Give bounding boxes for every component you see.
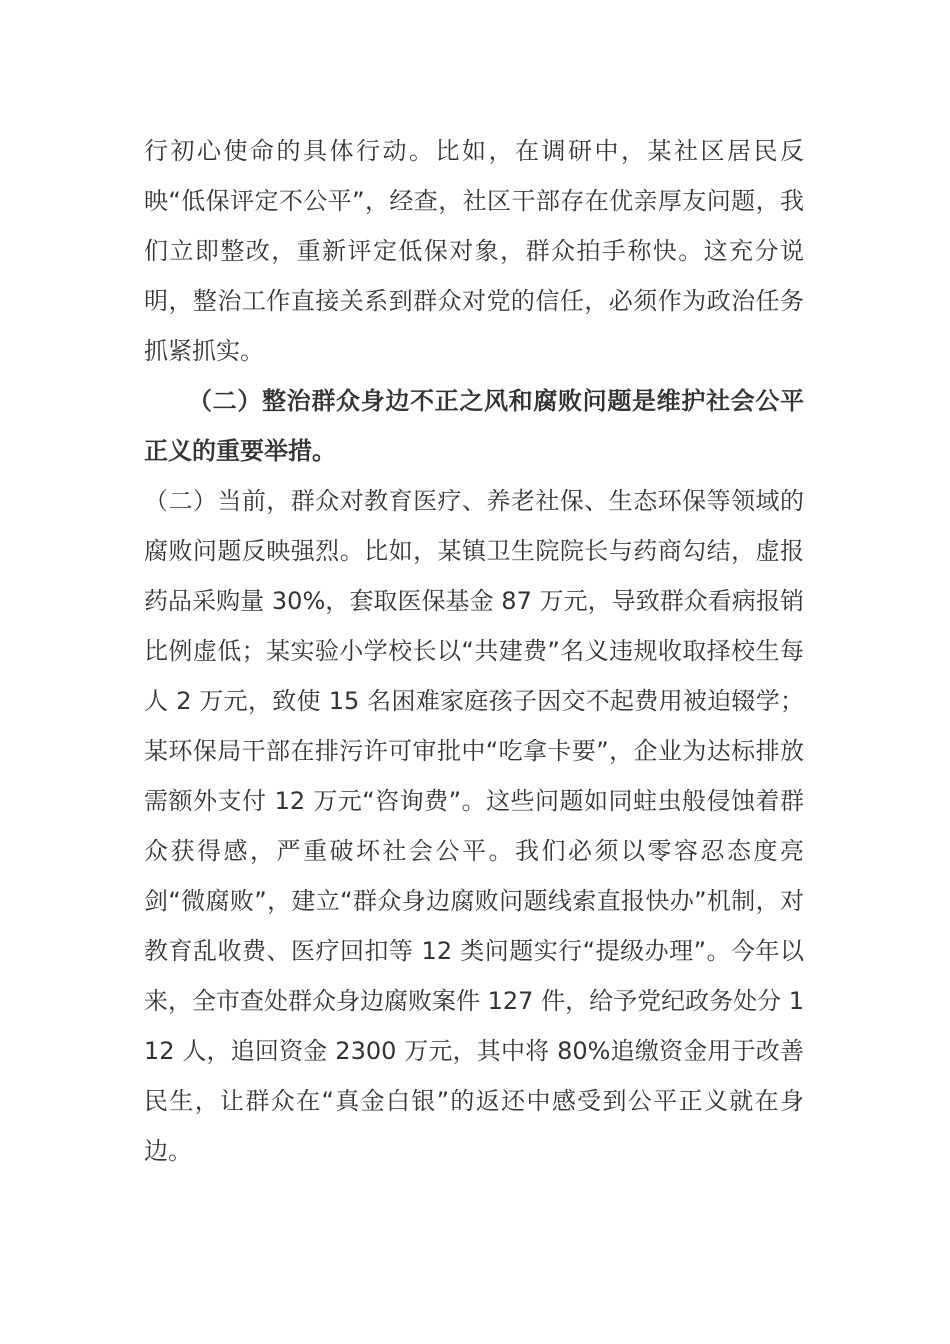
body-paragraph-1: 行初心使命的具体行动。比如，在调研中，某社区居民反映“低保评定不公平”，经查，社区干部存在优亲厚友问题，我们立即整改，重新评定低保对象，群众拍手称快。这充分说明，整治工作直接关系到群众对党的信任，必须作为政治任务抓紧抓实。 — [144, 137, 804, 365]
section-heading: （二）整治群众身边不正之风和腐败问题是维护社会公平正义的重要举措。 — [144, 387, 804, 465]
body-paragraph-2: （二）当前，群众对教育医疗、养老社保、生态环保等领域的腐败问题反映强烈。比如，某镇卫生院院长与药商勾结，虚报药品采购量 30%，套取医保基金 87 万元，导致群众看病报销比例虚低；某实验小学校长以“共建费”名义违规收取择校生每人 2 万元，致使 15 名困难家庭孩子因交不起费用被迫辍学；某环保局干部在排污许可审批中“吃拿卡要”，企业为达标排放需额外支付 12 万元“咨询费”。这些问题如同蛀虫般侵蚀着群众获得感，严重破坏社会公平。我们必须以零容忍态度亮剑“微腐败”，建立“群众身边腐败问题线索直报快办”机制，对教育乱收费、医疗回扣等 12 类问题实行“提级办理”。今年以来，全市查处群众身边腐败案件 127 件，给予党纪政务处分 112 人，追回资金 2300 万元，其中将 80%追缴资金用于改善民生，让群众在“真金白银”的返还中感受到公平正义就在身边。 — [144, 487, 804, 1165]
document-body — [144, 126, 804, 1176]
